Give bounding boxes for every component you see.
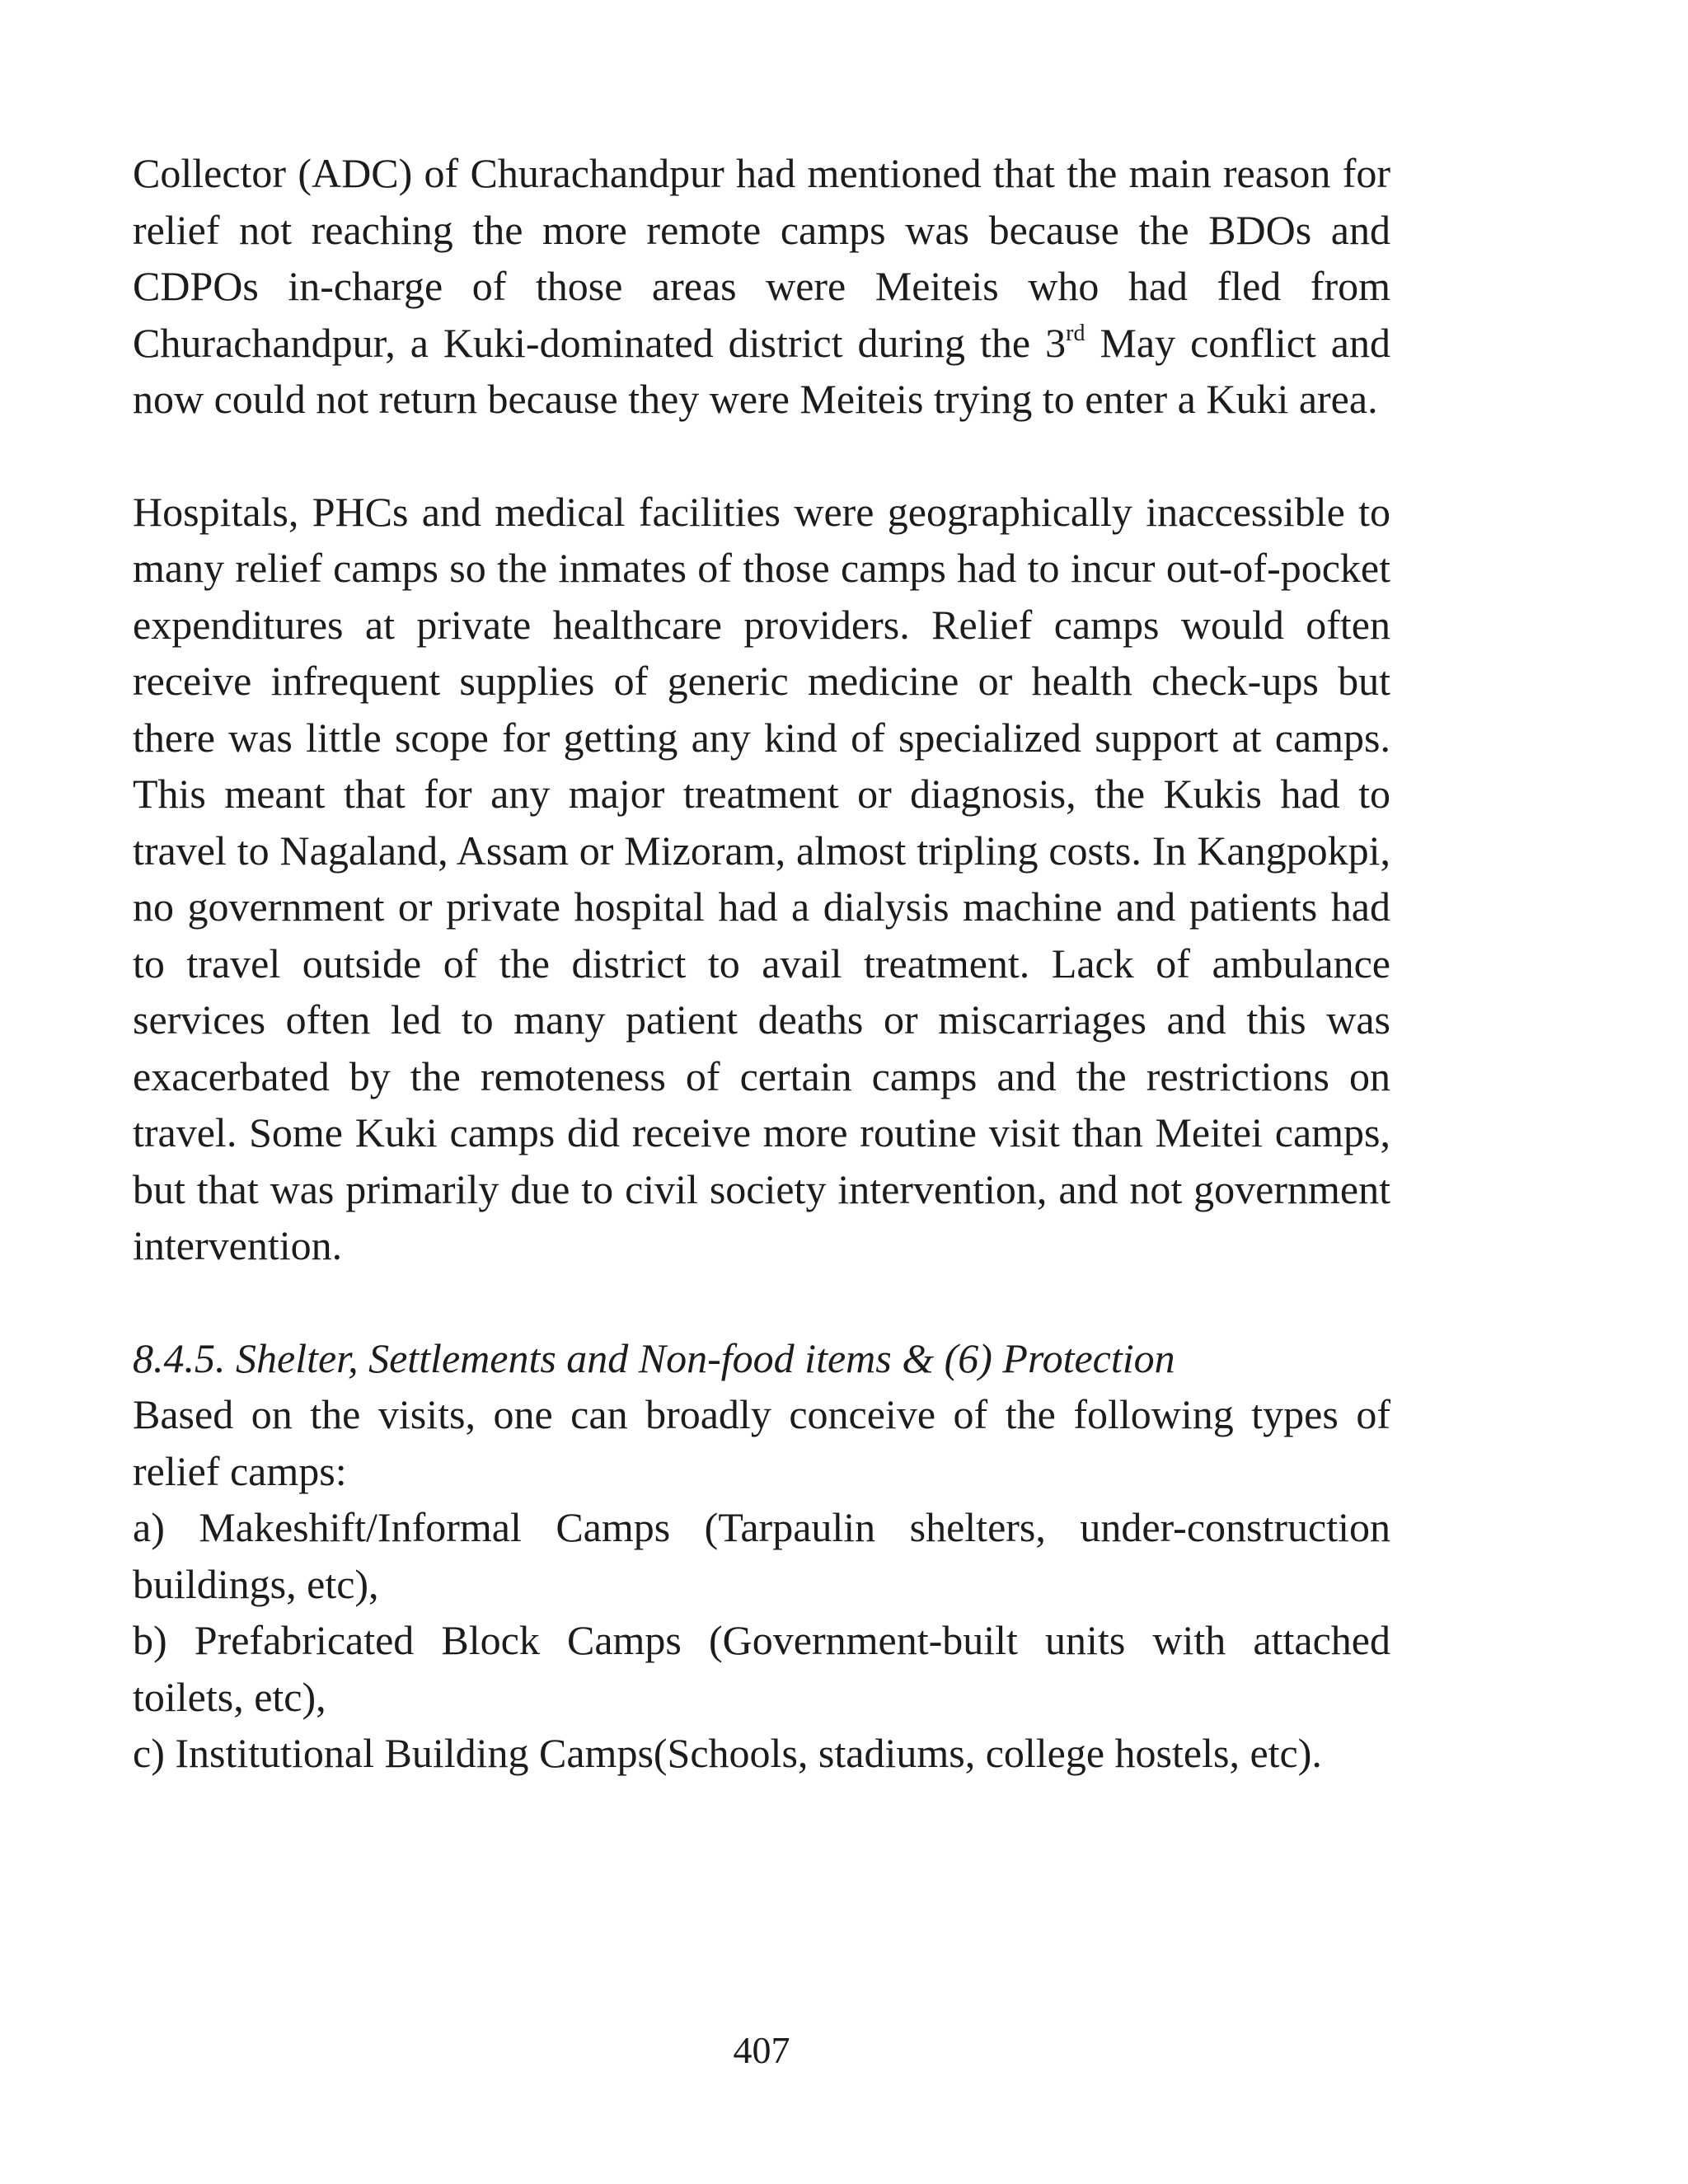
list-item-prefabricated-camps: b) Prefabricated Block Camps (Government-built units with attached toilets, etc), [133,1617,1390,1720]
document-page [133,145,1390,1782]
page-number: 407 [733,2029,790,2071]
paragraph-adc-text-start: Collector (ADC) of Churachandpur had mentioned that the main reason for relief not reaching the more remote camps was because the BDOs and CDPOs in-charge of those areas were Meiteis who had fled from Churachandpur, a Kuki-dominated district during the 3 [133,150,1390,366]
paragraph-adc-remote-camps [133,145,1390,428]
list-item-makeshift-camps: a) Makeshift/Informal Camps (Tarpaulin shelters, under-construction buildings, etc), [133,1504,1390,1607]
paragraph-spacer [133,1274,1390,1330]
paragraph-spacer [133,428,1390,484]
section-intro: Based on the visits, one can broadly conceive of the following types of relief camps: [133,1391,1390,1494]
section-heading: 8.4.5. Shelter, Settlements and Non-food items & (6) Protection [133,1334,1175,1381]
paragraph-hospitals: Hospitals, PHCs and medical facilities were geographically inaccessible to many relief camps so the inmates of those camps had to incur out-of-pocket expenditures at private healthcare providers. Relief camps would often receive infrequent supplies of generic medicine or health check-ups but there was little scope for getting any kind of specialized support at camps. This meant that for any major treatment or diagnosis, the Kukis had to travel to Nagaland, Assam or Mizoram, almost tripling costs. In Kangpokpi, no government or private hospital had a dialysis machine and patients had to travel outside of the district to avail treatment. Lack of ambulance services often led to many patient deaths or miscarriages and this was exacerbated by the remoteness of certain camps and the restrictions on travel. Some Kuki camps did receive more routine visit than Meitei camps, but that was primarily due to civil society intervention, and not government intervention. [133,488,1390,1268]
paragraph-adc-text-end: May conflict and now could not return because they were Meiteis trying to enter a Kuki area. [133,319,1391,422]
ordinal-suffix: rd [1066,320,1085,346]
list-item-institutional-camps: c) Institutional Building Camps(Schools, stadiums, college hostels, etc). [133,1730,1322,1776]
